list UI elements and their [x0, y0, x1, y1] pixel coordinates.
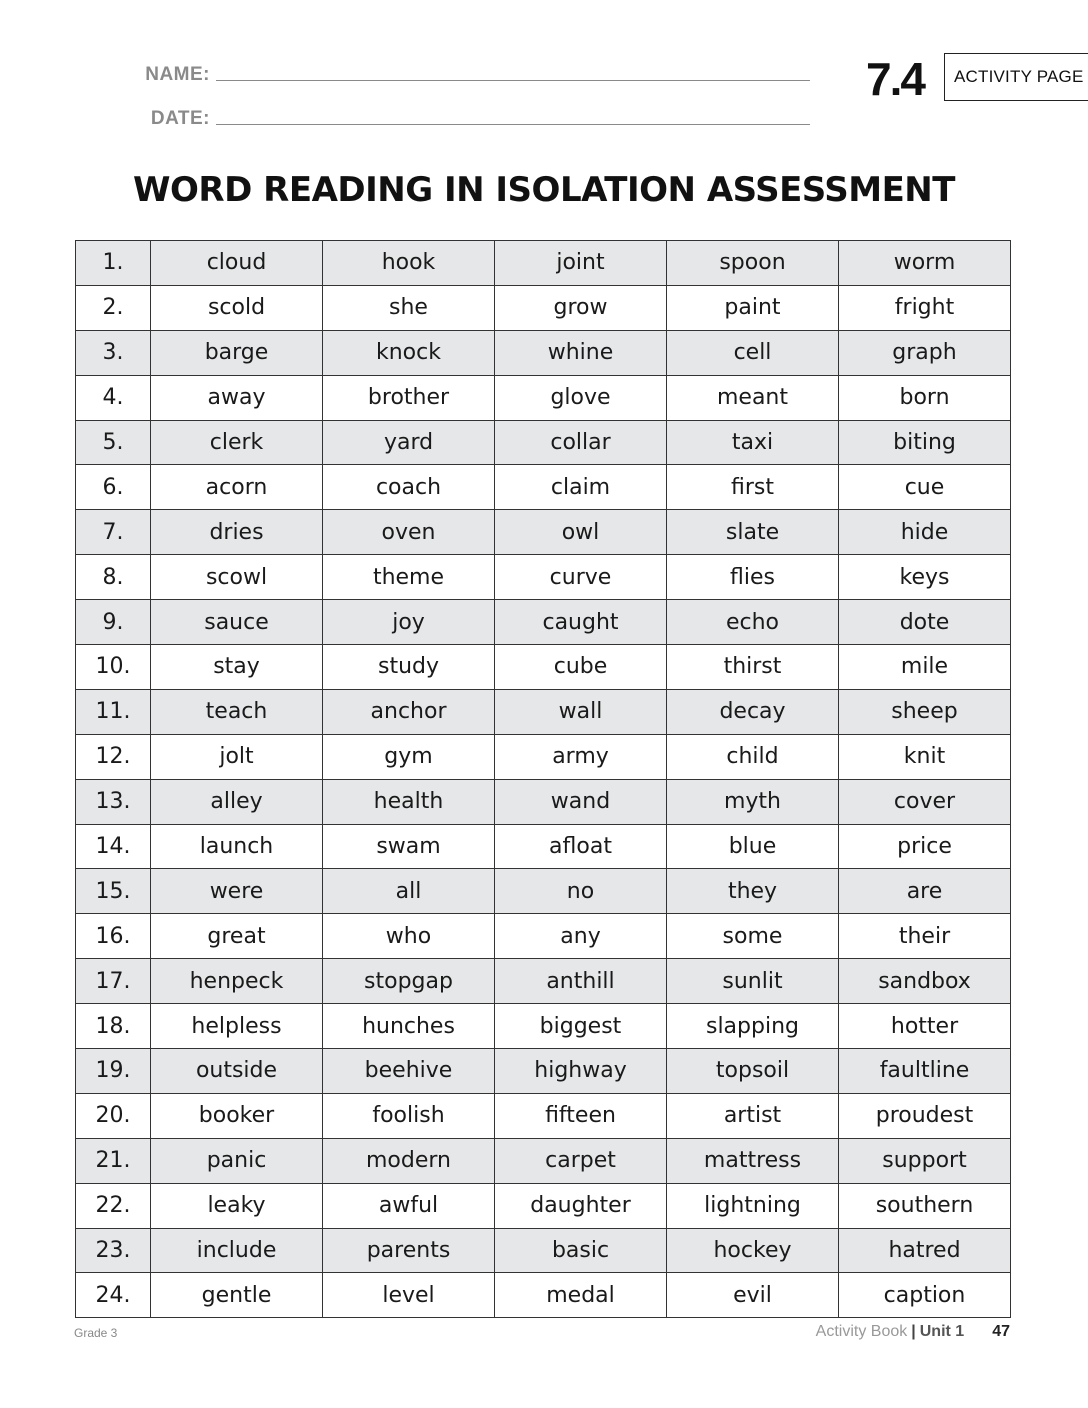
- row-number: 14.: [76, 824, 151, 869]
- page-title: WORD READING IN ISOLATION ASSESSMENT: [133, 170, 955, 210]
- word-cell: spoon: [667, 241, 839, 286]
- table-row: [76, 600, 1011, 645]
- word-cell: awful: [323, 1183, 495, 1228]
- word-cell: away: [151, 375, 323, 420]
- word-cell: cue: [839, 465, 1011, 510]
- word-cell: faultline: [839, 1049, 1011, 1094]
- word-cell: helpless: [151, 1004, 323, 1049]
- date-label: DATE:: [150, 108, 210, 129]
- word-cell: acorn: [151, 465, 323, 510]
- word-cell: slapping: [667, 1004, 839, 1049]
- word-cell: wand: [495, 779, 667, 824]
- row-number: 9.: [76, 600, 151, 645]
- word-cell: beehive: [323, 1049, 495, 1094]
- word-cell: gym: [323, 734, 495, 779]
- row-number: 6.: [76, 465, 151, 510]
- word-cell: flies: [667, 555, 839, 600]
- word-cell: jolt: [151, 734, 323, 779]
- word-table-body: [76, 241, 1011, 1318]
- table-row: [76, 734, 1011, 779]
- word-cell: coach: [323, 465, 495, 510]
- row-number: 8.: [76, 555, 151, 600]
- word-cell: grow: [495, 285, 667, 330]
- word-cell: health: [323, 779, 495, 824]
- word-cell: caption: [839, 1273, 1011, 1318]
- word-cell: southern: [839, 1183, 1011, 1228]
- word-cell: sauce: [151, 600, 323, 645]
- word-cell: scowl: [151, 555, 323, 600]
- word-cell: dries: [151, 510, 323, 555]
- word-cell: price: [839, 824, 1011, 869]
- word-cell: hide: [839, 510, 1011, 555]
- word-cell: born: [839, 375, 1011, 420]
- word-cell: proudest: [839, 1093, 1011, 1138]
- word-cell: launch: [151, 824, 323, 869]
- word-cell: carpet: [495, 1138, 667, 1183]
- word-cell: alley: [151, 779, 323, 824]
- word-cell: owl: [495, 510, 667, 555]
- word-cell: curve: [495, 555, 667, 600]
- row-number: 4.: [76, 375, 151, 420]
- table-row: [76, 824, 1011, 869]
- table-row: [76, 510, 1011, 555]
- date-field: [120, 108, 810, 130]
- table-row: [76, 1183, 1011, 1228]
- word-cell: myth: [667, 779, 839, 824]
- row-number: 24.: [76, 1273, 151, 1318]
- date-line[interactable]: [216, 123, 810, 125]
- table-row: [76, 869, 1011, 914]
- word-cell: cube: [495, 645, 667, 690]
- table-row: [76, 779, 1011, 824]
- row-number: 2.: [76, 285, 151, 330]
- table-row: [76, 285, 1011, 330]
- word-cell: any: [495, 914, 667, 959]
- name-label: NAME:: [145, 64, 210, 85]
- word-cell: who: [323, 914, 495, 959]
- word-cell: dote: [839, 600, 1011, 645]
- word-cell: all: [323, 869, 495, 914]
- table-row: [76, 330, 1011, 375]
- word-cell: their: [839, 914, 1011, 959]
- word-cell: first: [667, 465, 839, 510]
- word-cell: decay: [667, 689, 839, 734]
- word-cell: include: [151, 1228, 323, 1273]
- word-cell: hook: [323, 241, 495, 286]
- word-cell: anchor: [323, 689, 495, 734]
- word-cell: fright: [839, 285, 1011, 330]
- activity-page-label: ACTIVITY PAGE: [954, 67, 1084, 86]
- word-cell: topsoil: [667, 1049, 839, 1094]
- word-cell: cloud: [151, 241, 323, 286]
- word-cell: some: [667, 914, 839, 959]
- word-cell: daughter: [495, 1183, 667, 1228]
- page-code: 7.4: [866, 53, 924, 105]
- word-cell: fifteen: [495, 1093, 667, 1138]
- word-cell: parents: [323, 1228, 495, 1273]
- word-cell: leaky: [151, 1183, 323, 1228]
- word-cell: artist: [667, 1093, 839, 1138]
- row-number: 13.: [76, 779, 151, 824]
- word-cell: lightning: [667, 1183, 839, 1228]
- table-row: [76, 914, 1011, 959]
- row-number: 19.: [76, 1049, 151, 1094]
- word-cell: knit: [839, 734, 1011, 779]
- word-cell: whine: [495, 330, 667, 375]
- table-row: [76, 555, 1011, 600]
- word-cell: taxi: [667, 420, 839, 465]
- row-number: 11.: [76, 689, 151, 734]
- footer-grade: Grade 3: [74, 1326, 118, 1340]
- table-row: [76, 375, 1011, 420]
- row-number: 20.: [76, 1093, 151, 1138]
- word-cell: swam: [323, 824, 495, 869]
- word-cell: claim: [495, 465, 667, 510]
- word-cell: level: [323, 1273, 495, 1318]
- word-cell: panic: [151, 1138, 323, 1183]
- word-cell: sunlit: [667, 959, 839, 1004]
- row-number: 1.: [76, 241, 151, 286]
- table-row: [76, 465, 1011, 510]
- footer-page-number: 47: [992, 1323, 1010, 1340]
- word-cell: joy: [323, 600, 495, 645]
- word-cell: wall: [495, 689, 667, 734]
- word-cell: were: [151, 869, 323, 914]
- footer-unit: Unit 1: [919, 1323, 965, 1340]
- word-cell: outside: [151, 1049, 323, 1094]
- word-cell: study: [323, 645, 495, 690]
- word-cell: they: [667, 869, 839, 914]
- word-cell: sandbox: [839, 959, 1011, 1004]
- word-cell: no: [495, 869, 667, 914]
- footer-book-info: [816, 1323, 1010, 1341]
- word-cell: slate: [667, 510, 839, 555]
- word-cell: modern: [323, 1138, 495, 1183]
- word-cell: mattress: [667, 1138, 839, 1183]
- row-number: 18.: [76, 1004, 151, 1049]
- table-row: [76, 1049, 1011, 1094]
- activity-page-badge: [944, 53, 1088, 101]
- word-cell: glove: [495, 375, 667, 420]
- word-cell: medal: [495, 1273, 667, 1318]
- word-cell: highway: [495, 1049, 667, 1094]
- table-row: [76, 959, 1011, 1004]
- row-number: 23.: [76, 1228, 151, 1273]
- word-cell: caught: [495, 600, 667, 645]
- footer-separator: |: [911, 1323, 916, 1340]
- row-number: 7.: [76, 510, 151, 555]
- word-cell: child: [667, 734, 839, 779]
- word-cell: cell: [667, 330, 839, 375]
- name-line[interactable]: [216, 79, 810, 81]
- row-number: 17.: [76, 959, 151, 1004]
- word-cell: oven: [323, 510, 495, 555]
- word-cell: she: [323, 285, 495, 330]
- word-cell: hotter: [839, 1004, 1011, 1049]
- word-cell: evil: [667, 1273, 839, 1318]
- table-row: [76, 689, 1011, 734]
- table-row: [76, 420, 1011, 465]
- word-cell: cover: [839, 779, 1011, 824]
- word-cell: teach: [151, 689, 323, 734]
- word-cell: biting: [839, 420, 1011, 465]
- table-row: [76, 1004, 1011, 1049]
- name-field: [120, 64, 810, 86]
- word-cell: paint: [667, 285, 839, 330]
- word-cell: mile: [839, 645, 1011, 690]
- word-cell: stay: [151, 645, 323, 690]
- word-cell: booker: [151, 1093, 323, 1138]
- row-number: 5.: [76, 420, 151, 465]
- table-row: [76, 645, 1011, 690]
- row-number: 21.: [76, 1138, 151, 1183]
- table-row: [76, 1093, 1011, 1138]
- row-number: 16.: [76, 914, 151, 959]
- word-cell: afloat: [495, 824, 667, 869]
- row-number: 22.: [76, 1183, 151, 1228]
- word-cell: thirst: [667, 645, 839, 690]
- word-cell: army: [495, 734, 667, 779]
- word-cell: knock: [323, 330, 495, 375]
- word-cell: graph: [839, 330, 1011, 375]
- word-cell: hockey: [667, 1228, 839, 1273]
- word-cell: gentle: [151, 1273, 323, 1318]
- word-cell: biggest: [495, 1004, 667, 1049]
- table-row: [76, 1228, 1011, 1273]
- word-cell: echo: [667, 600, 839, 645]
- word-cell: worm: [839, 241, 1011, 286]
- row-number: 10.: [76, 645, 151, 690]
- word-cell: basic: [495, 1228, 667, 1273]
- word-cell: hunches: [323, 1004, 495, 1049]
- word-cell: stopgap: [323, 959, 495, 1004]
- word-cell: anthill: [495, 959, 667, 1004]
- table-row: [76, 241, 1011, 286]
- word-cell: foolish: [323, 1093, 495, 1138]
- word-cell: meant: [667, 375, 839, 420]
- word-cell: yard: [323, 420, 495, 465]
- row-number: 3.: [76, 330, 151, 375]
- word-cell: great: [151, 914, 323, 959]
- word-cell: collar: [495, 420, 667, 465]
- word-cell: sheep: [839, 689, 1011, 734]
- footer-book: Activity Book: [815, 1323, 908, 1340]
- table-row: [76, 1273, 1011, 1318]
- word-cell: joint: [495, 241, 667, 286]
- word-cell: support: [839, 1138, 1011, 1183]
- word-cell: henpeck: [151, 959, 323, 1004]
- word-cell: clerk: [151, 420, 323, 465]
- word-cell: brother: [323, 375, 495, 420]
- table-row: [76, 1138, 1011, 1183]
- row-number: 12.: [76, 734, 151, 779]
- word-cell: keys: [839, 555, 1011, 600]
- word-cell: theme: [323, 555, 495, 600]
- row-number: 15.: [76, 869, 151, 914]
- word-cell: barge: [151, 330, 323, 375]
- word-cell: hatred: [839, 1228, 1011, 1273]
- word-cell: blue: [667, 824, 839, 869]
- word-cell: scold: [151, 285, 323, 330]
- word-cell: are: [839, 869, 1011, 914]
- word-table: [75, 240, 1011, 1318]
